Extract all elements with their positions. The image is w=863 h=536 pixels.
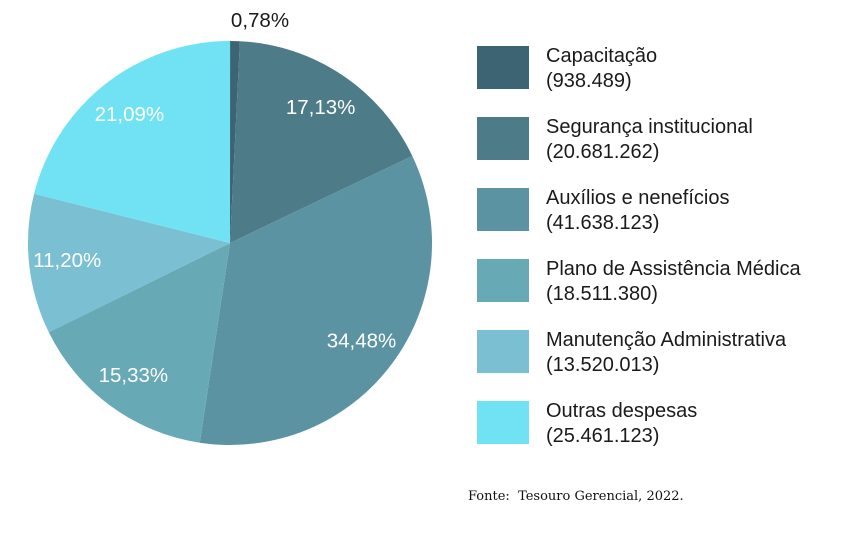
pie-slice-label-5: 21,09% (94, 102, 165, 126)
pie-slice-label-2: 34,48% (326, 329, 397, 353)
legend-text-0 (546, 44, 657, 94)
legend (477, 44, 801, 470)
legend-item-0 (477, 44, 801, 94)
legend-text-1 (546, 115, 753, 165)
legend-label-2: Auxílios e nenefícios (546, 187, 730, 209)
legend-value-3: (18.511.380) (546, 283, 658, 305)
legend-label-0: Capacitação (546, 45, 658, 67)
legend-item-4 (477, 328, 801, 378)
legend-swatch-2 (477, 188, 529, 231)
source-note: Fonte: Tesouro Gerencial, 2022. (468, 489, 684, 504)
legend-value-2: (41.638.123) (546, 212, 660, 234)
pie-slice-label-3: 15,33% (98, 364, 169, 387)
legend-text-3 (546, 257, 801, 307)
legend-label-4: Manutenção Administrativa (546, 329, 787, 351)
pie-slice-label-0: 0,78% (230, 9, 290, 32)
legend-value-5: (25.461.123) (546, 425, 660, 447)
legend-swatch-0 (477, 46, 529, 89)
legend-value-4: (13.520.013) (546, 354, 660, 376)
legend-swatch-4 (477, 330, 529, 373)
legend-swatch-3 (477, 259, 529, 302)
pie-slice-label-1: 17,13% (285, 95, 356, 119)
legend-item-2 (477, 186, 801, 236)
legend-value-0: (938.489) (546, 70, 632, 92)
legend-value-1: (20.681.262) (546, 141, 660, 163)
legend-item-3 (477, 257, 801, 307)
legend-label-3: Plano de Assistência Médica (546, 258, 801, 280)
legend-text-4 (546, 328, 786, 378)
legend-swatch-1 (477, 117, 529, 160)
legend-text-5 (546, 399, 697, 449)
legend-swatch-5 (477, 401, 529, 444)
legend-text-2 (546, 186, 729, 236)
legend-item-5 (477, 399, 801, 449)
pie-slice-label-4: 11,20% (33, 249, 102, 273)
legend-item-1 (477, 115, 801, 165)
legend-label-5: Outras despesas (546, 400, 698, 422)
legend-label-1: Segurança institucional (546, 116, 753, 138)
